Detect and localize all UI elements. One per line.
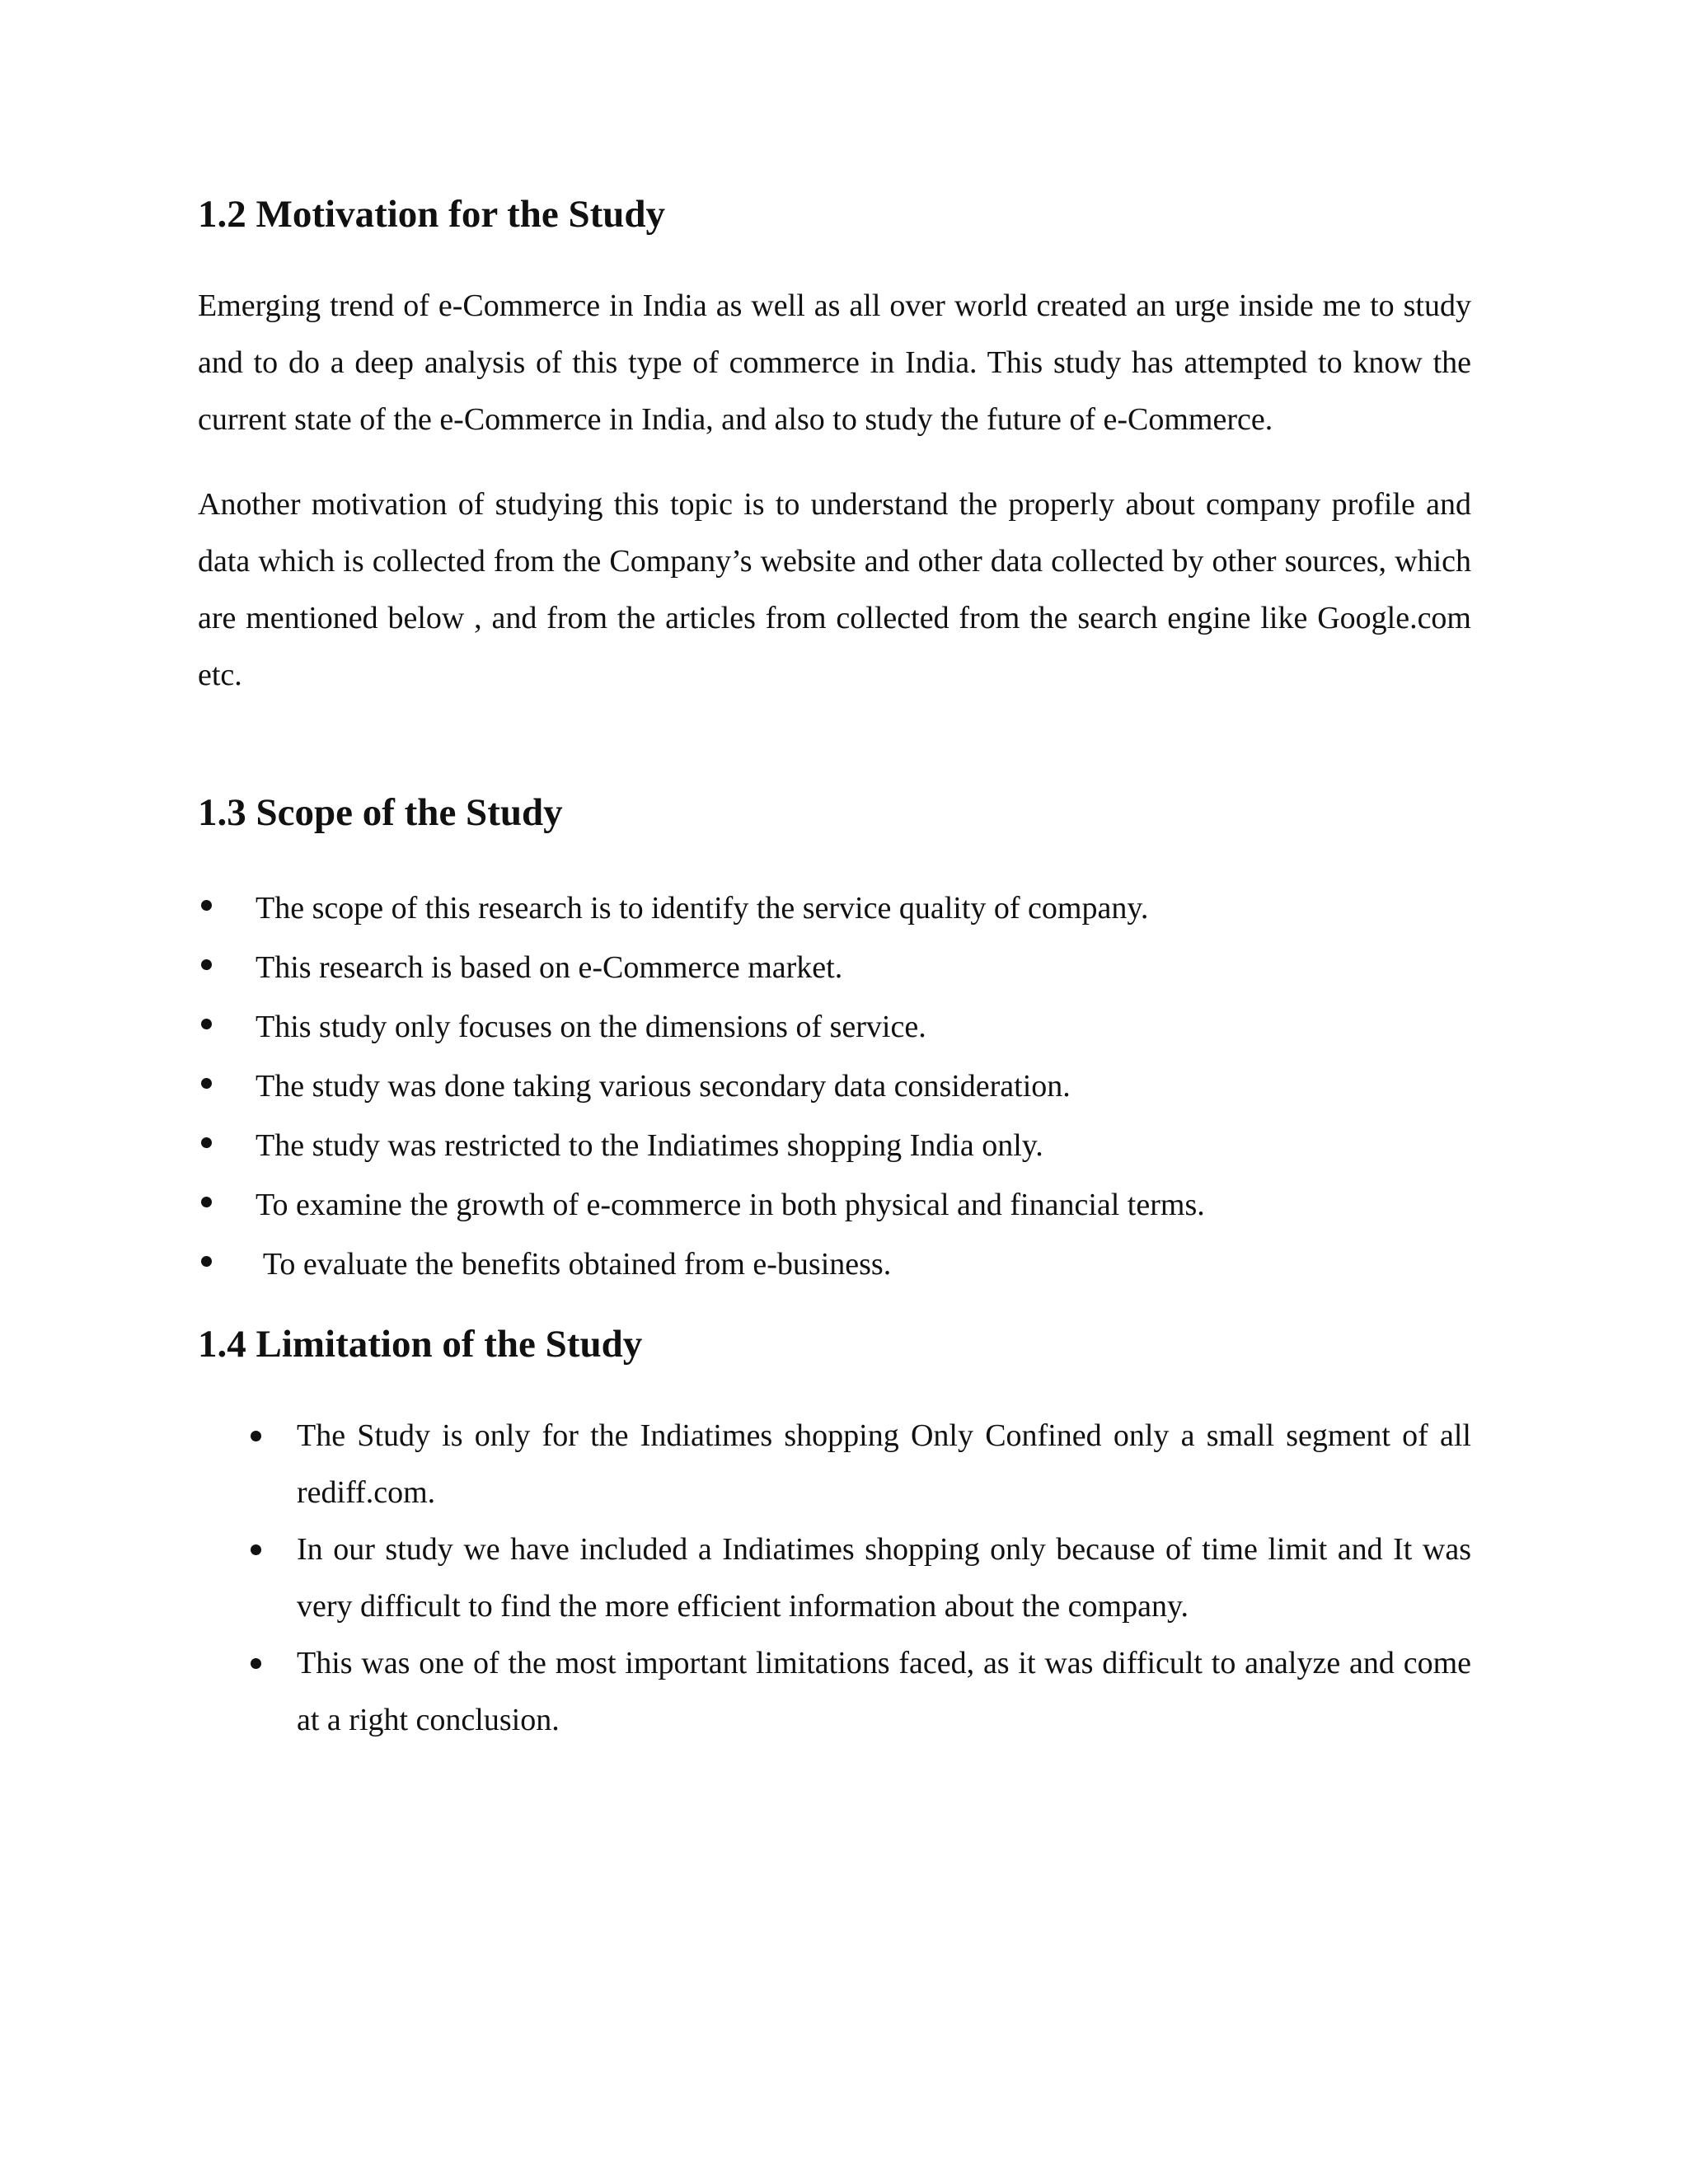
- bullet-icon: [201, 1197, 212, 1207]
- list-item-text: This research is based on e-Commerce market.: [256, 950, 843, 985]
- list-item: [198, 1007, 1471, 1066]
- list-item: [247, 1521, 1471, 1635]
- list-item-text: The study was done taking various secondary data consideration.: [256, 1069, 1071, 1104]
- bullet-icon: [251, 1544, 261, 1555]
- list-item: [247, 1635, 1471, 1749]
- list-item-text: This was one of the most important limitations faced, as it was difficult to analyze and come at a right conclusion.: [297, 1646, 1471, 1737]
- heading-motivation: 1.2 Motivation for the Study: [198, 193, 666, 236]
- list-item-text: The Study is only for the Indiatimes shopping Only Confined only a small segment of all rediff.com.: [297, 1418, 1471, 1510]
- heading-scope: 1.3 Scope of the Study: [198, 791, 563, 834]
- bullet-icon: [201, 959, 212, 970]
- list-item-text: The scope of this research is to identify the service quality of company.: [256, 891, 1149, 926]
- list-item: [198, 1244, 1471, 1304]
- paragraph-motivation-1: Emerging trend of e-Commerce in India as well as all over world created an urge inside me to study and to do a deep analysis of this type of commerce in India. This study has attempted to know the current state of the e-Commerce in India, and also to study the future of e-Commerce.: [198, 288, 1471, 437]
- bullet-icon: [251, 1431, 261, 1441]
- list-item: [198, 1126, 1471, 1185]
- bullet-icon: [251, 1658, 261, 1669]
- bullet-icon: [201, 1137, 212, 1148]
- heading-limitation: 1.4 Limitation of the Study: [198, 1323, 643, 1366]
- list-item: [198, 1066, 1471, 1126]
- list-item: [198, 888, 1471, 948]
- bullet-icon: [201, 900, 212, 911]
- paragraph-motivation-2: Another motivation of studying this topic is to understand the properly about company profile and data which is collected from the Company’s website and other data collected by other sources, which are mentioned below , and from the articles from collected from the search engine like Google.com etc.: [198, 487, 1471, 692]
- list-item: [198, 1185, 1471, 1244]
- list-item-text: To examine the growth of e-commerce in both physical and financial terms.: [256, 1188, 1205, 1222]
- bullet-icon: [201, 1019, 212, 1029]
- scope-list: [198, 888, 1471, 1304]
- list-item-text: This study only focuses on the dimensions of service.: [256, 1010, 926, 1044]
- limitation-list: [247, 1408, 1471, 1749]
- list-item-text: To evaluate the benefits obtained from e-business.: [256, 1247, 892, 1282]
- bullet-icon: [201, 1078, 212, 1089]
- list-item: [198, 948, 1471, 1007]
- bullet-icon: [201, 1256, 212, 1267]
- list-item-text: In our study we have included a Indiatimes shopping only because of time limit and It was very difficult to find the more efficient information about the company.: [297, 1532, 1471, 1624]
- list-item-text: The study was restricted to the Indiatimes shopping India only.: [256, 1128, 1043, 1163]
- list-item: [247, 1408, 1471, 1521]
